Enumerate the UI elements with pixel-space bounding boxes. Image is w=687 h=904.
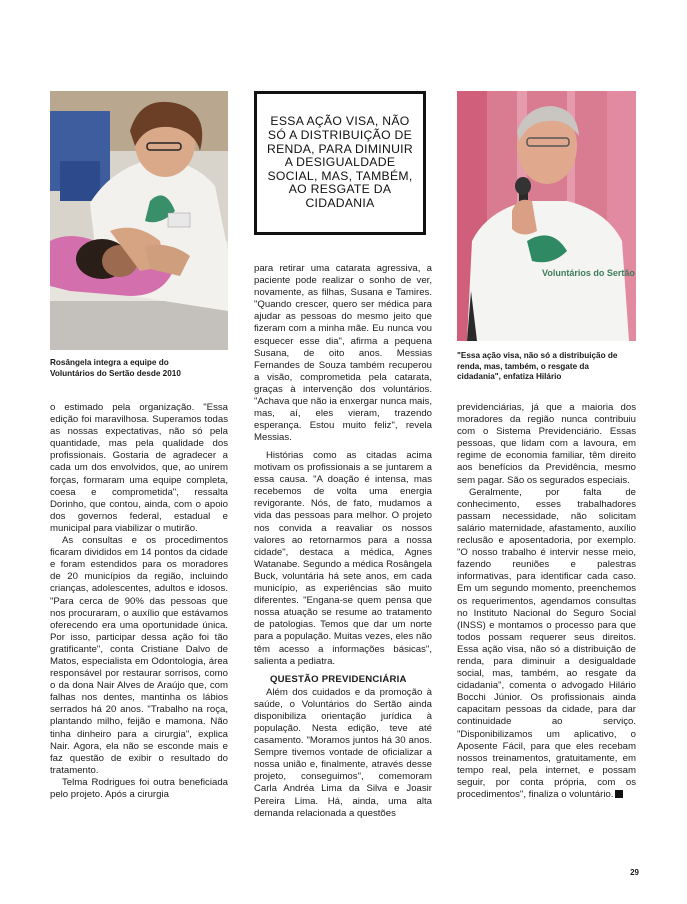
article-paragraph [457,487,636,801]
article-paragraph-text: Geralmente, por falta de conhecimento, esses trabalhadores passam necessidade, não solicitam salário maternidade, afastamento, auxílio reclusão e aposentadoria, por exemplo. "O nosso trabalho é intervir nesse meio, fazendo reuniões e palestras informativas, para identificar cada caso. Em um segundo momento, preenchemos os requerimentos, agendamos consultas no Instituto Nacional do Seguro Social (INSS) e montamos o processo para que todos possam requerer seus direitos. Essa ação visa, não só a distribuição de renda, para diminuir a desigualdade social, mas, também, ao resgate da cidadania", comenta o advogado Hilário Bocchi Júnior. Os profissionais ainda capacitam pessoas da cidade, para dar continuidade ao serviço. "Disponibilizamos um aplicativo, o Aposente Fácil, para que eles recebam nossos treinamentos, gratuitamente, em tempo real, pela internet, e possam seguir, por conta própria, com os procedimentos", finaliza o voluntário. [457,486,636,800]
article-paragraph: Além dos cuidados e da promoção à saúde, o Voluntários do Sertão ainda disponibiliza orientação jurídica à população. Nesta edição, teve até casamento. "Moramos juntos há 30 anos. Sempre tivemos vontade de oficializar a nossa união e, finalmente, através desse projeto, conseguimos", comemoram Carla Andréa Lima da Silva e Joasir Pereira Lima. Há, ainda, uma alta demanda relacionada a questões [254,686,432,819]
article-paragraph: Telma Rodrigues foi outra beneficiada pelo projeto. Após a cirurgia [50,776,228,800]
article-column-middle [254,450,432,820]
article-paragraph: o estimado pela organização. "Essa edição foi maravilhosa. Superamos todas as nossas expectativas, não só pela quantidade, mas pela qualidade dos profissionais. Gostaria de agradecer a cada um dos envolvidos, que, ao unirem forças, formaram uma equipe completa, coesa e comprometida", ressalta Dorinho, que contou, ainda, com o apoio dos governos federal, estadual e municipal para viabilizar o mutirão. [50,402,228,534]
article-column-middle-top [254,263,432,444]
section-heading: QUESTÃO PREVIDENCIÁRIA [270,673,407,685]
article-column-left [50,402,228,801]
article-paragraph: para retirar uma catarata agressiva, a paciente pode realizar o sonho de ver, novamente, as filhas, Susana e Tamires. "Quando crescer, quero ser médica para ajudar as pessoas do mesmo jeito que fizeram com a minha mãe. Eu nunca vou esquecer esse dia", afirma a pequena Susana, de oito anos. Messias Fernandes de Souza também recuperou a visão, comprometida pela catarata, graças à intervenção dos voluntários. "Achava que não ia enxergar nunca mais, mas, aí, eles vieram, trazendo esperança. Estou muito feliz", revela Messias. [254,263,432,444]
article-paragraph: As consultas e os procedimentos ficaram divididos em 14 pontos da cidade e foram estendidos para os moradores de 20 municípios da região, incluindo crianças, adolescentes, adultos e idosos. "Para cerca de 90% das pessoas que nos procuraram, o auxílio que estávamos oferecendo era uma oportunidade única. Por isso, participar dessa ação foi tão gratificante", conta Cristiane Dalvo de Matos, especialista em Odontologia, área responsável por restaurar sorrisos, como o da dona Nair Alves de Araújo que, com falhas nos dentes, mantinha os lábios serrados há 20 anos. "Trabalho na roça, plantando milho, feijão e mamona. Não tinha dinheiro para a cirurgia", explica Nair. Agora, ela não se esconde mais e faz questão de exibir o resultado do tratamento. [50,535,228,776]
article-column-right [457,402,636,801]
pull-quote-text: ESSA AÇÃO VISA, NÃO SÓ A DISTRIBUIÇÃO DE RENDA, PARA DIMINUIR A DESIGUALDADE SOCIAL, MAS, TAMBÉM, AO RESGATE DA CIDADANIA [267,114,413,210]
article-paragraph: previdenciárias, já que a maioria dos moradores da região nunca contribuiu com o Sistema Previdenciário. Essas pessoas, que lidam com a lavoura, em regime de economia familiar, têm direito aos benefícios da Previdência, mesmo sem pagar. São os segurados especiais. [457,402,636,486]
pull-quote-box [254,91,426,235]
page-number: 29 [630,868,639,877]
photo-rosangela-caption: Rosângela integra a equipe do Voluntários do Sertão desde 2010 [50,358,181,378]
end-of-article-icon [615,790,623,798]
photo-rosangela [50,91,228,350]
shirt-logo-text-right: Voluntários do Sertão [542,268,635,278]
photo-hilario-caption: "Essa ação visa, não só a distribuição de renda, mas, também, o resgate da cidadania", enfatiza Hilário [457,351,618,381]
photo-hilario [457,91,636,341]
article-paragraph: Histórias como as citadas acima motivam os profissionais a se juntarem a essa causa. "A doação é intensa, mas recebemos de volta uma energia revigorante. Nós, de fato, mudamos a vida das pessoas para melhor. O projeto nos convida a reavaliar os nossos valores ao retornarmos para a nossa cidade", destaca a médica, Agnes Watanabe. Segundo a médica Rosângela Buck, voluntária há sete anos, em cada município, as experiências são muito diferentes. "Enganа-se quem pensa que nossa atuação se resume ao tratamento de patologias. Temos que dar um norte para a população. Muitas vezes, eles não têm acesso a informações básicas", salienta a pediatra. [254,450,432,667]
